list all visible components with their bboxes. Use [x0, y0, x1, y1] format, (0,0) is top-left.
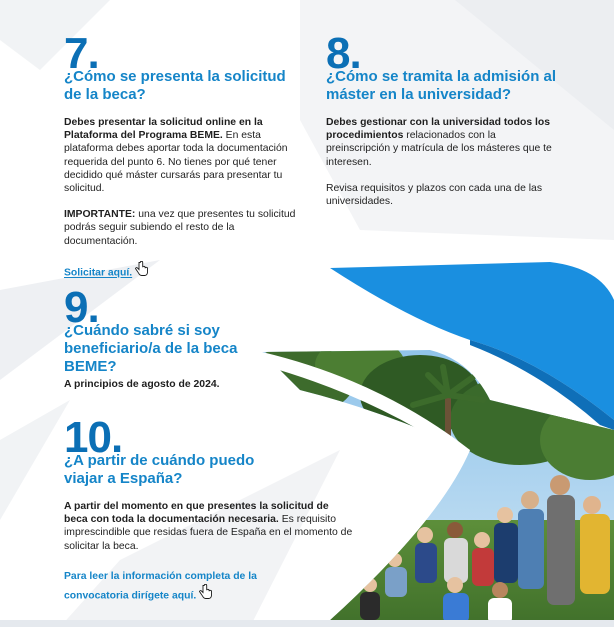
- section-number: 8.: [326, 29, 361, 78]
- section-number: 7.: [64, 29, 99, 78]
- section-8: [326, 29, 562, 208]
- bg-shape: [0, 400, 70, 520]
- section-paragraph: A partir del momento en que presentes la solicitud de beca con toda la documentación necesaria. Es requisito imprescindible que residas fuera de España en el momento de solicitar la beca.: [64, 501, 353, 552]
- section-answer: A principios de agosto de 2024.: [64, 379, 220, 390]
- section-7: [64, 29, 296, 282]
- hand-pointer-icon: [199, 584, 213, 605]
- section-9: [64, 283, 264, 391]
- convocatoria-link[interactable]: Para leer la información completa de la convocatoria dirígete aquí.: [64, 570, 257, 602]
- section-number: 10.: [64, 413, 123, 462]
- section-number: 9.: [64, 283, 99, 332]
- section-paragraph: Revisa requisitos y plazos con cada una de las universidades.: [326, 182, 543, 208]
- section-paragraph: Debes presentar la solicitud online en la Plataforma del Programa BEME. En esta plataforma debes aportar toda la documentación requerida del punto 6. No tienes por qué tener decidido qué máster cursarás para presentar tu solicitud.: [64, 117, 288, 195]
- section-10: [64, 413, 354, 605]
- section-paragraph: Debes gestionar con la universidad todos los procedimientos relacionados con la preinscripción y matrícula de los másteres que te interesen.: [326, 117, 552, 168]
- important-note: IMPORTANTE: una vez que presentes tu solicitud podrás seguir subiendo el resto de la documentación.: [64, 209, 296, 247]
- section-question: ¿Cuándo sabré si soy beneficiario/a de la beca BEME?: [64, 322, 238, 375]
- section-question: ¿Cómo se presenta la solicitud de la beca?: [64, 68, 286, 103]
- solicitar-aqui-link[interactable]: Solicitar aquí.: [64, 267, 133, 279]
- section-question: ¿Cómo se tramita la admisión al máster en la universidad?: [326, 68, 557, 103]
- hand-pointer-icon: [135, 261, 149, 282]
- section-question: ¿A partir de cuándo puedo viajar a España?: [64, 452, 255, 487]
- footer-bar: [0, 620, 614, 627]
